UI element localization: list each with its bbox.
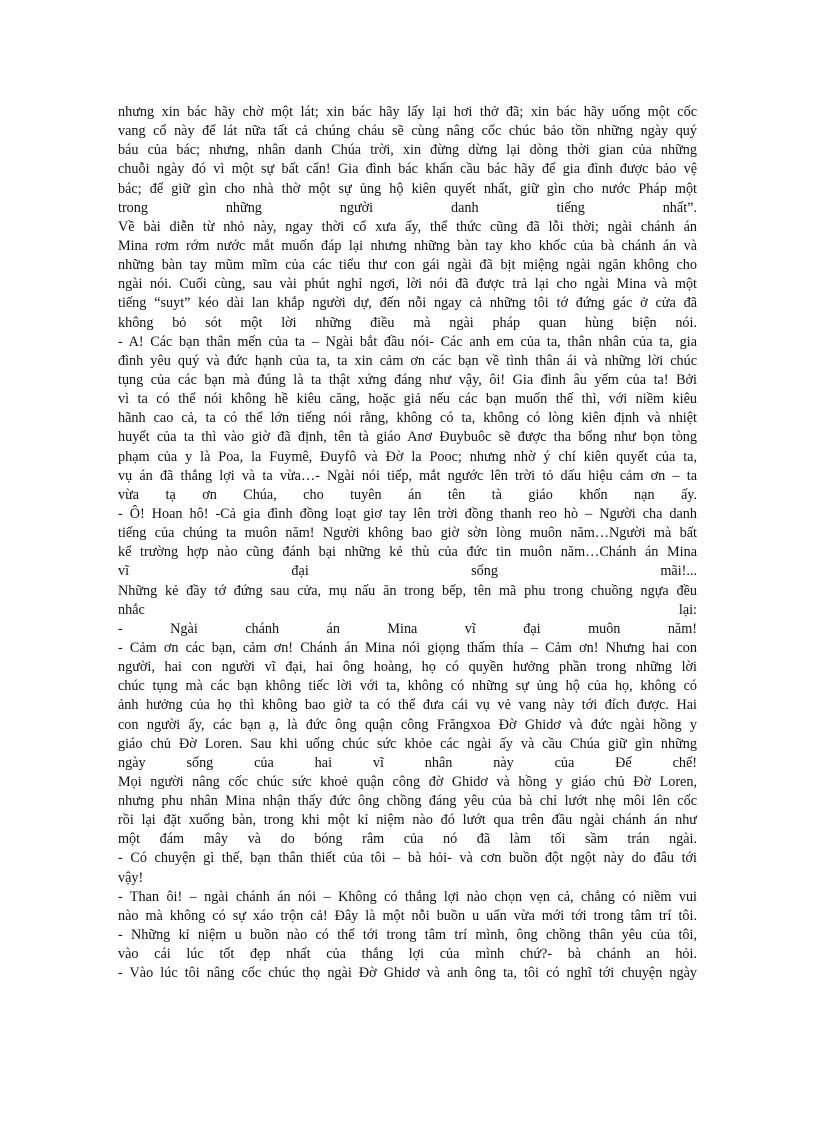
- text-line: Mina rơm rớm nước mắt muốn đáp lại nhưng những bàn tay kho khốc của bà chánh án và: [118, 237, 697, 254]
- text-line: vĩ đại sống mãi!...: [118, 563, 697, 580]
- document-page: [118, 103, 697, 983]
- text-line: Về bài diễn từ nhỏ này, ngay thời cổ xưa ấy, thể thức cũng đã lỗi thời; ngài chánh án: [118, 218, 697, 235]
- text-line: đình yêu quý và đức hạnh của ta, ta xin cảm ơn các bạn về tình thân ái và những lời chúc: [118, 352, 697, 369]
- text-line: vừa tạ ơn Chúa, cho tuyên án tên tà giáo khốn nạn ấy.: [118, 486, 697, 503]
- text-line: chúc tụng mà các bạn không tiếc lời với ta, không có những sự ủng hộ của họ, không có: [118, 678, 697, 695]
- text-line: - Vào lúc tôi nâng cốc chúc thọ ngài Đờ Ghidơ và anh ông ta, tôi có nghĩ tới chuyện ngày: [118, 965, 697, 982]
- text-line: người, hai con người vĩ đại, hai ông hoàng, họ có quyền hưởng phần trong những lời: [118, 659, 697, 676]
- text-line: huyết của ta thì vào giờ đã định, tên tà giáo Anơ Đuybuôc sẽ được tha bổng như bọn tòng: [118, 429, 697, 446]
- text-line: ảnh hưởng của họ thì không bao giờ ta có thể đưa cái vụ vẻ vang này tới đích được. Hai: [118, 697, 697, 714]
- text-line: - A! Các bạn thân mến của ta – Ngài bắt đầu nói- Các anh em của ta, thân nhân của ta, gia: [118, 333, 697, 350]
- text-line: vào cái lúc tốt đẹp nhất của thắng lợi của mình chứ?- bà chánh an hỏi.: [118, 946, 697, 963]
- text-line: - Cảm ơn các bạn, cảm ơn! Chánh án Mina nói giọng thấm thía – Cảm ơn! Nhưng hai con: [118, 639, 697, 656]
- text-line: một đám mây và do bóng râm của nó đã làm tối sầm trán ngài.: [118, 831, 697, 848]
- text-line: vụ án đã thắng lợi và ta vừa…- Ngài nói tiếp, mắt ngước lên trời tỏ dấu hiệu cảm ơn – ta: [118, 467, 697, 484]
- text-line: kể trường hợp nào cũng đánh bại những kẻ thù của đức tin muôn năm…Chánh án Mina: [118, 544, 697, 561]
- text-line: ngài nói. Cuối cùng, sau vài phút nghỉ ngơi, lời nói đã được trả lại cho ngài Mina và một: [118, 276, 697, 293]
- text-line: - Những kỉ niệm u buồn nào có thể tới trong tâm trí mình, ông chồng thân yêu của tôi,: [118, 927, 697, 944]
- text-line: - Có chuyện gì thế, bạn thân thiết của tôi – bà hỏi- và cơn buồn đột ngột này do đâu tới: [118, 850, 697, 867]
- text-line: vậy!: [118, 869, 144, 886]
- text-line: những bàn tay mũm mĩm của các tiểu thư con gái ngài đã bịt miệng ngài ngăn không cho: [118, 257, 697, 274]
- text-line: báu của bác; nhưng, nhân danh Chúa trời, xin đừng dừng lại dòng thời gian của những: [118, 142, 697, 159]
- text-line: nhưng phu nhân Mina nhận thấy đức ông chồng đáng yêu của bà chỉ lướt nhẹ môi lên cốc: [118, 793, 697, 810]
- text-line: phạm của y là Poa, la Fuymê, Đuyfô và Đờ la Pooc; nhưng nhờ ý chí kiên quyết của ta,: [118, 448, 697, 465]
- text-line: con người ấy, các bạn ạ, là đức ông quận công Frăngxoa Đờ Ghidơ và đức ngài hồng y: [118, 716, 697, 733]
- text-line: trong những người danh tiếng nhất”.: [118, 199, 697, 216]
- text-line: vang cổ này để lát nữa tất cả chúng cháu sẽ cùng nâng cốc chúc bảo tồn những ngày quý: [118, 123, 697, 140]
- text-line: chuỗi ngày đó vì một sự bất cẩn! Gia đình bác khẩn cầu bác hãy để gia đình được bảo vệ: [118, 161, 697, 178]
- text-line: bác; để giữ gìn cho nhà thờ một sự ủng hộ kiên quyết nhất, giữ gìn cho nước Pháp một: [118, 180, 697, 197]
- text-line: nào mà không có sự xáo trộn cả! Đây là một nỗi buồn u uẩn vừa mới tới trong tâm trí tôi.: [118, 907, 697, 924]
- text-line: giáo chủ Đờ Loren. Sau khi uống chúc sức khỏe các ngài ấy và cầu Chúa giữ gìn những: [118, 735, 697, 752]
- text-line: tiếng “suyt” kéo dài lan khắp người dự, đến nỗi ngay cả những tôi tớ đứng gác ở cửa đã: [118, 295, 697, 312]
- text-line: Mọi người nâng cốc chúc sức khoẻ quận công đờ Ghidơ và hồng y giáo chủ Đờ Loren,: [118, 773, 697, 790]
- text-line: nhắc lại:: [118, 601, 697, 618]
- text-line: tiếng của chúng ta muôn năm! Người không bao giờ sờn lòng muôn năm…Người mà bất: [118, 525, 697, 542]
- text-line: không bỏ sót một lời những điều mà ngài pháp quan hùng biện nói.: [118, 314, 697, 331]
- text-line: - Ngài chánh án Mina vĩ đại muôn năm!: [118, 620, 697, 637]
- text-line: tụng của các bạn mà đúng là ta thật xứng đáng như vậy, ôi! Gia đình âu yếm của ta! Bởi: [118, 371, 697, 388]
- text-line: - Ô! Hoan hô! -Cả gia đình đồng loạt giơ tay lên trời đồng thanh reo hò – Người cha danh: [118, 505, 697, 522]
- text-line: hãnh cao cả, ta có thể lớn tiếng nói rằng, không có ta, không có lòng kiên định và nhiệt: [118, 410, 697, 427]
- text-line: nhưng xin bác hãy chờ một lát; xin bác hãy lấy lại hơi thở đã; xin bác hãy uống một cốc: [118, 104, 697, 120]
- text-line: ngày sống của hai vĩ nhân này của Đế chế!: [118, 754, 697, 771]
- text-line: Những kẻ đầy tớ đứng sau cửa, mụ nấu ăn trong bếp, tên mã phu trong chuồng ngựa đều: [118, 582, 697, 599]
- text-line: vì ta có thể nói không hề kiêu căng, hoặc giả nếu các bạn muốn thế thì, với niềm kiêu: [118, 391, 697, 408]
- text-line: - Than ôi! – ngài chánh án nói – Không có thắng lợi nào chọn vẹn cả, chẳng có niềm vui: [118, 888, 697, 905]
- text-line: rồi lại đặt xuống bàn, trong khi một kỉ niệm nào đó lướt qua trên đầu ngài chánh án như: [118, 812, 697, 829]
